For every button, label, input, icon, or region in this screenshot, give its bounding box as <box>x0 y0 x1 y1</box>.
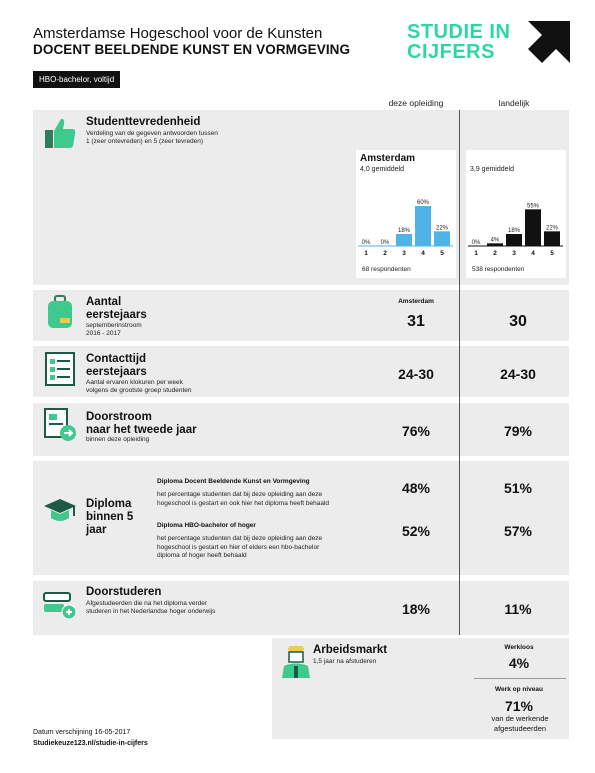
diploma-b-text: het percentage studenten dat bij deze opleiding aan deze hogeschool is gestart en hier of elders een hbo-bachelor diploma of hoger heeft behaald <box>157 535 323 559</box>
first-years-local-label: Amsterdam <box>398 298 434 305</box>
diploma-b-title: Diploma HBO-bachelor of hoger <box>157 522 256 529</box>
contact-title: Contacttijd eerstejaars <box>86 353 147 378</box>
chart-national-respondents: 538 respondenten <box>472 266 525 273</box>
chart-national <box>466 190 566 260</box>
chart-bar <box>544 231 560 246</box>
first-years-title: Aantal eerstejaars <box>86 296 147 321</box>
column-divider <box>459 110 460 635</box>
further-studies-subtitle: Afgestudeerden die na het diploma verder studeren in het Nederlandse hoger onderwijs <box>86 600 216 615</box>
backpack-icon <box>42 294 78 330</box>
program-title: DOCENT BEELDENDE KUNST EN VORMGEVING <box>33 42 351 57</box>
column-national-label: landelijk <box>498 98 530 108</box>
unemployed-label: Werkloos <box>504 644 534 651</box>
chart-category-label: 1 <box>364 250 368 257</box>
flow-local-value: 76% <box>401 423 431 439</box>
chart-value-label: 18% <box>397 228 411 234</box>
diploma-a-local-value: 48% <box>401 480 431 496</box>
thumbs-up-icon <box>42 115 78 151</box>
source-link[interactable]: Studiekeuze123.nl/studie-in-cijfers <box>33 740 148 747</box>
chart-bar <box>434 231 450 246</box>
chart-category-label: 1 <box>474 250 478 257</box>
labor-market-title: Arbeidsmarkt <box>313 644 388 656</box>
chart-national-avg: 3,9 gemiddeld <box>470 166 514 173</box>
level-value: 71% <box>504 698 534 714</box>
chart-local-respondents: 68 respondenten <box>362 266 411 273</box>
chart-category-label: 4 <box>421 250 425 257</box>
diploma-title: Diploma binnen 5 jaar <box>86 498 134 536</box>
chart-bar <box>396 234 412 246</box>
chart-category-label: 5 <box>440 250 444 257</box>
flow-national-value: 79% <box>503 423 533 439</box>
chart-bar <box>487 243 503 246</box>
study-progress-icon <box>42 587 78 623</box>
publication-date: Datum verschijning 16-05-2017 <box>33 729 131 736</box>
chart-bar <box>506 234 522 246</box>
flow-title: Doorstroom naar het tweede jaar <box>86 411 197 436</box>
further-studies-national-value: 11% <box>504 601 532 617</box>
chart-category-label: 5 <box>550 250 554 257</box>
further-studies-local-value: 18% <box>401 601 431 617</box>
level-note: van de werkende afgestudeerden <box>491 714 549 733</box>
first-years-local-value: 31 <box>407 313 425 330</box>
graduation-cap-icon <box>42 493 78 529</box>
labor-divider <box>474 678 566 679</box>
further-studies-title: Doorstuderen <box>86 586 162 598</box>
contact-local-value: 24-30 <box>398 366 434 382</box>
chart-bar <box>525 209 541 246</box>
chart-category-label: 2 <box>493 250 497 257</box>
chart-value-label: 4% <box>490 237 500 244</box>
school-name: Amsterdamse Hogeschool voor de Kunsten <box>33 25 323 42</box>
logo-arrow-icon <box>528 21 570 63</box>
chart-bar <box>415 206 431 246</box>
chart-value-label: 55% <box>526 203 540 210</box>
unemployed-value: 4% <box>508 655 530 671</box>
chart-local-avg: 4,0 gemiddeld <box>360 166 404 173</box>
contact-national-value: 24-30 <box>500 366 536 382</box>
chart-value-label: 0% <box>471 240 481 246</box>
labor-market-subtitle: 1,5 jaar na afstuderen <box>313 658 377 665</box>
diploma-a-national-value: 51% <box>503 480 533 496</box>
chart-category-label: 3 <box>512 250 516 257</box>
chart-value-label: 18% <box>507 228 521 234</box>
logo-text: STUDIE IN CIJFERS <box>407 21 511 63</box>
chart-category-label: 4 <box>531 250 535 257</box>
first-years-national-value: 30 <box>509 313 527 330</box>
chart-local-title: Amsterdam <box>360 153 416 164</box>
chart-value-label: 22% <box>435 225 449 232</box>
diploma-b-local-value: 52% <box>401 523 431 539</box>
flow-subtitle: binnen deze opleiding <box>86 436 150 443</box>
chart-value-label: 0% <box>380 240 390 246</box>
first-years-subtitle: septemberinstroom 2016 - 2017 <box>86 322 142 337</box>
contact-subtitle: Aantal ervaren klokuren per week volgens de grootste groep studenten <box>86 379 192 394</box>
chart-value-label: 22% <box>545 225 559 232</box>
diploma-a-title: Diploma Docent Beeldende Kunst en Vormgeving <box>157 478 310 485</box>
satisfaction-title: Studenttevredenheid <box>86 116 201 128</box>
chart-category-label: 3 <box>402 250 406 257</box>
worker-icon <box>278 644 314 680</box>
progress-document-icon <box>42 407 78 443</box>
diploma-b-national-value: 57% <box>503 523 533 539</box>
column-local-label: deze opleiding <box>388 98 444 108</box>
checklist-icon <box>42 351 78 387</box>
program-type-badge: HBO-bachelor, voltijd <box>33 71 120 88</box>
chart-value-label: 60% <box>416 200 430 206</box>
chart-category-label: 2 <box>383 250 387 257</box>
chart-value-label: 0% <box>361 240 371 246</box>
level-label: Werk op niveau <box>495 686 543 693</box>
satisfaction-subtitle: Verdeling van de gegeven antwoorden tussen 1 (zeer ontevreden) en 5 (zeer tevreden) <box>86 130 218 145</box>
diploma-a-text: het percentage studenten dat bij deze opleiding aan deze hogeschool is gestart en ook hier het diploma heeft behaald <box>157 491 330 507</box>
chart-local <box>356 190 456 260</box>
